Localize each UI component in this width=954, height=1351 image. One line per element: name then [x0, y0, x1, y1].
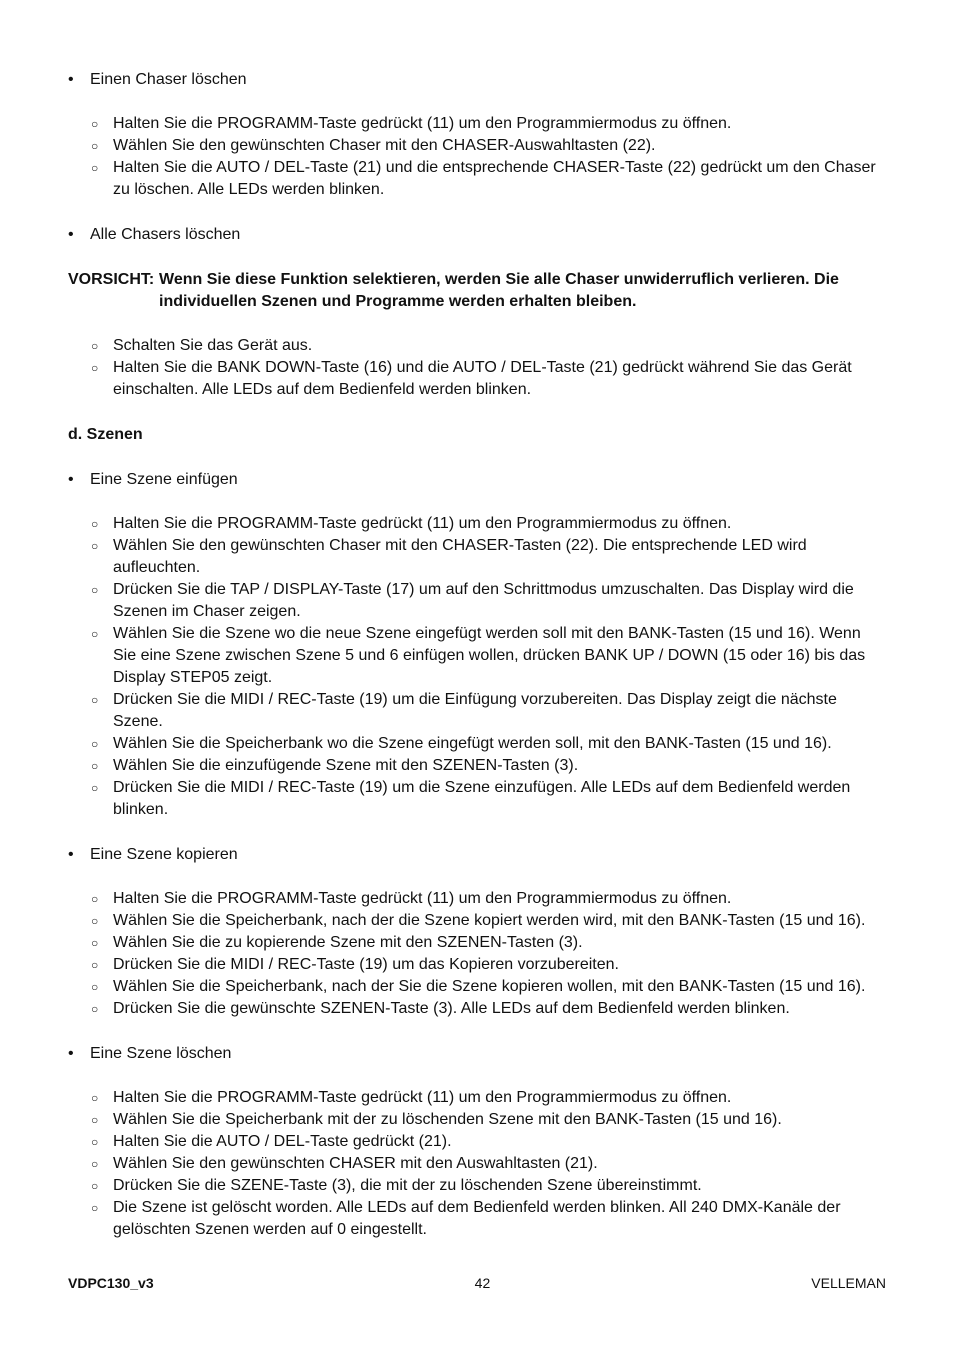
section-title-delete-chaser: • Einen Chaser löschen: [68, 69, 888, 91]
step-item: ○ Wählen Sie die Speicherbank, nach der Sie die Szene kopieren wollen, mit den BANK-Tasten (15 und 16).: [113, 976, 888, 998]
step-item: ○ Wählen Sie die Szene wo die neue Szene eingefügt werden soll mit den BANK-Tasten (15 und 16). Wenn Sie eine Szene zwischen Szene 5 und 6 einfügen wollen, drücken BANK UP / DOWN (15 oder 16) bis das Display STEP05 zeigt.: [113, 623, 888, 689]
step-item: ○ Wählen Sie den gewünschten Chaser mit den CHASER-Auswahltasten (22).: [113, 135, 888, 157]
steps-copy-scene: [68, 888, 888, 1020]
step-item: ○ Wählen Sie die Speicherbank mit der zu löschenden Szene mit den BANK-Tasten (15 und 16).: [113, 1109, 888, 1131]
footer-page-number: 42: [474, 1275, 491, 1291]
footer-brand: VELLEMAN: [811, 1275, 886, 1291]
warning-text: Wenn Sie diese Funktion selektieren, werden Sie alle Chaser unwiderruflich verlieren. Die individuellen Szenen und Programme werden erhalten bleiben.: [159, 271, 839, 310]
step-item: ○ Drücken Sie die SZENE-Taste (3), die mit der zu löschenden Szene übereinstimmt.: [113, 1175, 888, 1197]
step-item: ○ Halten Sie die BANK DOWN-Taste (16) und die AUTO / DEL-Taste (21) gedrückt während Sie das Gerät einschalten. Alle LEDs auf dem Bedienfeld werden blinken.: [113, 357, 888, 401]
step-item: ○ Schalten Sie das Gerät aus.: [113, 335, 888, 357]
footer-model: VDPC130_v3: [68, 1275, 154, 1291]
step-item: ○ Wählen Sie den gewünschten Chaser mit den CHASER-Tasten (22). Die entsprechende LED wird aufleuchten.: [113, 535, 888, 579]
step-item: ○ Wählen Sie die zu kopierende Szene mit den SZENEN-Tasten (3).: [113, 932, 888, 954]
steps-insert-scene: [68, 513, 888, 821]
step-item: ○ Halten Sie die PROGRAMM-Taste gedrückt (11) um den Programmiermodus zu öffnen.: [113, 1087, 888, 1109]
section-title-insert-scene: • Eine Szene einfügen: [68, 469, 888, 491]
steps-delete-scene: [68, 1087, 888, 1241]
step-item: ○ Halten Sie die AUTO / DEL-Taste (21) und die entsprechende CHASER-Taste (22) gedrückt um den Chaser zu löschen. Alle LEDs werden blinken.: [113, 157, 888, 201]
warning-label: VORSICHT:: [68, 271, 155, 288]
step-item: ○ Drücken Sie die MIDI / REC-Taste (19) um die Szene einzufügen. Alle LEDs auf dem Bedienfeld werden blinken.: [113, 777, 888, 821]
heading-scenes: d. Szenen: [68, 426, 143, 443]
step-item: ○ Drücken Sie die MIDI / REC-Taste (19) um das Kopieren vorzubereiten.: [113, 954, 888, 976]
page-content: [68, 69, 888, 1241]
step-item: ○ Drücken Sie die TAP / DISPLAY-Taste (17) um auf den Schrittmodus umzuschalten. Das Display wird die Szenen im Chaser zeigen.: [113, 579, 888, 623]
section-title-delete-scene: • Eine Szene löschen: [68, 1043, 888, 1065]
steps-delete-chaser: [68, 113, 888, 201]
step-item: ○ Die Szene ist gelöscht worden. Alle LEDs auf dem Bedienfeld werden blinken. All 240 DMX-Kanäle der gelöschten Szenen werden auf 0 eingestellt.: [113, 1197, 888, 1241]
section-title-delete-all-chasers: • Alle Chasers löschen: [68, 224, 888, 246]
step-item: ○ Drücken Sie die gewünschte SZENEN-Taste (3). Alle LEDs auf dem Bedienfeld werden blinken.: [113, 998, 888, 1020]
step-item: ○ Wählen Sie die einzufügende Szene mit den SZENEN-Tasten (3).: [113, 755, 888, 777]
warning-block: [68, 269, 888, 313]
step-item: ○ Halten Sie die PROGRAMM-Taste gedrückt (11) um den Programmiermodus zu öffnen.: [113, 113, 888, 135]
page-footer: [68, 1273, 886, 1293]
step-item: ○ Drücken Sie die MIDI / REC-Taste (19) um die Einfügung vorzubereiten. Das Display zeigt die nächste Szene.: [113, 689, 888, 733]
step-item: ○ Halten Sie die AUTO / DEL-Taste gedrückt (21).: [113, 1131, 888, 1153]
step-item: ○ Wählen Sie den gewünschten CHASER mit den Auswahltasten (21).: [113, 1153, 888, 1175]
step-item: ○ Wählen Sie die Speicherbank wo die Szene eingefügt werden soll, mit den BANK-Tasten (15 und 16).: [113, 733, 888, 755]
step-item: ○ Halten Sie die PROGRAMM-Taste gedrückt (11) um den Programmiermodus zu öffnen.: [113, 513, 888, 535]
step-item: ○ Wählen Sie die Speicherbank, nach der die Szene kopiert werden wird, mit den BANK-Tasten (15 und 16).: [113, 910, 888, 932]
steps-delete-all-chasers: [68, 335, 888, 401]
step-item: ○ Halten Sie die PROGRAMM-Taste gedrückt (11) um den Programmiermodus zu öffnen.: [113, 888, 888, 910]
section-title-copy-scene: • Eine Szene kopieren: [68, 844, 888, 866]
